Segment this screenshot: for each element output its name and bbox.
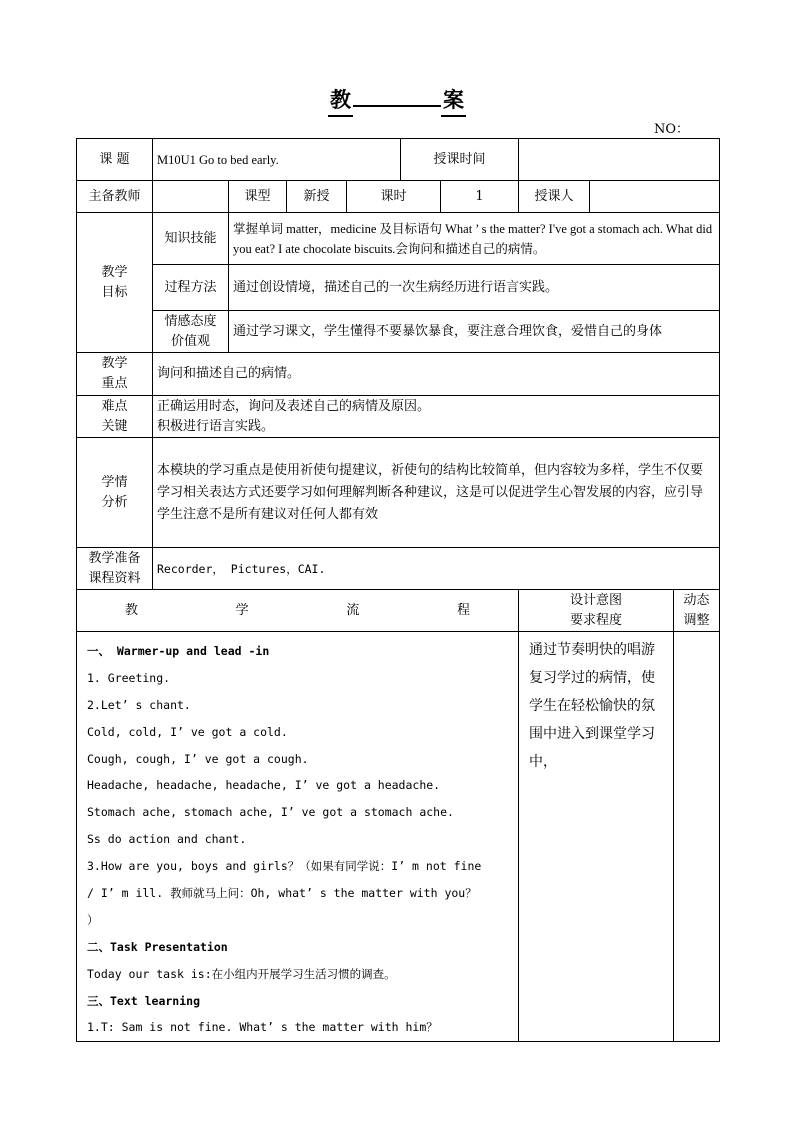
attitude-label-line1: 情感态度	[164, 313, 217, 329]
flow-header-char: 教	[125, 602, 139, 618]
process-line: Cough, cough, I’ ve got a cough.	[87, 751, 309, 766]
row-flow-header	[77, 590, 720, 632]
attitude-label	[153, 311, 229, 353]
difficulty-label	[77, 396, 153, 438]
knowledge-text: 掌握单词 matter，medicine 及目标语句 What ’ s the matter? I've got a stomach ach. What did you eat? I ate chocolate biscuits.会询问和描述自己的病情。	[229, 213, 720, 265]
analysis-text: 本模块的学习重点是使用祈使句提建议，祈使句的结构比较简单，但内容较为多样，学生不仅要学习相关表达方式还要学习如何理解判断各种建议，这是可以促进学生心智发展的内容，应引导学生注意不是所有建议对任何人都有效	[153, 438, 720, 548]
design-header	[519, 590, 674, 632]
dynamic-cell	[674, 632, 720, 1042]
process-cell	[77, 632, 519, 1042]
teacher-label: 主备教师	[77, 181, 153, 213]
teacher-value	[153, 181, 229, 213]
process-line: Ss do action and chant.	[87, 832, 247, 847]
process-line: Headache, headache, headache, I’ ve got a headache.	[87, 778, 441, 793]
attitude-text: 通过学习课文，学生懂得不要暴饮暴食，要注意合理饮食，爱惜自己的身体	[229, 311, 720, 353]
topic-label: 课 题	[77, 139, 153, 181]
analysis-label-line1: 学情	[101, 474, 128, 490]
design-cell	[519, 632, 674, 1042]
difficulty-label-line1: 难点	[101, 398, 128, 414]
row-materials	[77, 548, 720, 590]
section-heading: 一、 Warmer-up and lead -in	[87, 644, 270, 658]
process-label: 过程方法	[153, 265, 229, 311]
process-line: / I’ m ill. 教师就马上问：Oh, what’ s the matter with you？	[87, 886, 477, 901]
difficulty-line2: 积极进行语言实践。	[157, 418, 275, 434]
title-char-left: 教	[328, 84, 353, 117]
focus-label-line2: 重点	[101, 376, 128, 391]
section-heading: 二、Task Presentation	[87, 939, 228, 954]
design-header-line1: 设计意图	[570, 592, 623, 608]
analysis-label-line2: 分析	[101, 494, 128, 510]
lesson-plan-table	[76, 138, 720, 1042]
goals-label-line1: 教学	[101, 264, 128, 280]
time-value	[519, 139, 720, 181]
topic-value: M10U1 Go to bed early.	[153, 139, 401, 181]
process-line: Today our task is:在小组内开展学习生活习惯的调查。	[87, 966, 396, 981]
hours-value: 1	[441, 181, 519, 213]
lecturer-label: 授课人	[519, 181, 590, 213]
row-difficulty	[77, 396, 720, 438]
row-analysis	[77, 438, 720, 548]
goals-label	[77, 213, 153, 353]
time-label: 授课时间	[401, 139, 519, 181]
process-line: Stomach ache, stomach ache, I’ ve got a stomach ache.	[87, 805, 454, 820]
section-heading: 三、Text learning	[87, 993, 201, 1008]
row-focus	[77, 353, 720, 396]
row-goal-knowledge	[77, 213, 720, 265]
title-char-right: 案	[441, 84, 466, 117]
materials-text: Recorder， Pictures，CAI.	[153, 548, 720, 590]
materials-label	[77, 548, 153, 590]
lecturer-value	[590, 181, 720, 213]
process-line: 1.T: Sam is not fine. What’ s the matter with him？	[87, 1020, 438, 1035]
type-label: 课型	[229, 181, 287, 213]
process-line: 1. Greeting.	[87, 670, 171, 685]
row-goal-process	[77, 265, 720, 311]
design-note: 通过节奏明快的唱游复习学过的病情，使学生在轻松愉快的氛围中进入到课堂学习中，	[529, 642, 656, 770]
focus-text: 询问和描述自己的病情。	[153, 353, 720, 396]
analysis-label	[77, 438, 153, 548]
row-topic	[77, 139, 720, 181]
materials-label-line2: 课程资料	[88, 570, 141, 586]
row-goal-attitude	[77, 311, 720, 353]
goals-label-line2: 目标	[101, 284, 128, 300]
focus-label-line1: 教学	[101, 356, 128, 371]
dynamic-header: 动态调整	[674, 590, 720, 632]
difficulty-label-line2: 关键	[101, 418, 128, 434]
difficulty-text	[153, 396, 720, 438]
hours-label: 课时	[347, 181, 441, 213]
materials-label-line1: 教学准备	[88, 550, 141, 566]
process-line: 3.How are you, boys and girls？（如果有同学说：I’ m not fine	[87, 859, 482, 874]
process-line: Cold, cold, I’ ve got a cold.	[87, 724, 288, 739]
process-text: 通过创设情境，描述自己的一次生病经历进行语言实践。	[229, 265, 720, 311]
row-flow-body	[77, 632, 720, 1042]
flow-header-cell	[77, 590, 519, 632]
attitude-label-line2: 价值观	[170, 333, 210, 349]
focus-label	[77, 353, 153, 396]
row-teacher	[77, 181, 720, 213]
design-header-line2: 要求程度	[570, 612, 623, 628]
difficulty-line1: 正确运用时态，询问及表述自己的病情及原因。	[157, 398, 431, 414]
type-value: 新授	[287, 181, 347, 213]
process-line: 2.Let’ s chant.	[87, 697, 191, 712]
document-title	[0, 84, 794, 117]
number-label: NO：	[654, 122, 690, 137]
knowledge-label: 知识技能	[153, 213, 229, 265]
process-line: ）	[87, 912, 99, 927]
flow-header-char: 流	[346, 602, 360, 618]
flow-header-char: 学	[235, 602, 249, 618]
flow-header-char: 程	[456, 602, 470, 618]
